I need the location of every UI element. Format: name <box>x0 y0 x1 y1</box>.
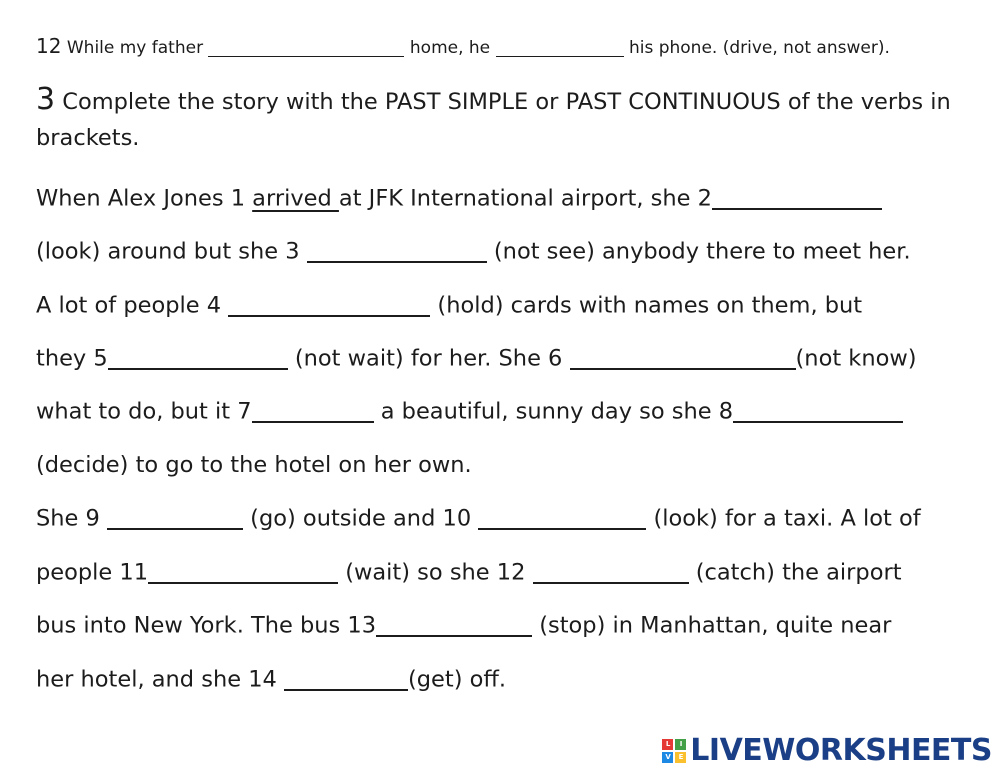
logo-tile: L <box>662 739 673 750</box>
story-text: (not know) <box>795 345 917 372</box>
story-line-8 <box>36 559 902 586</box>
sentence-part: While my father <box>66 38 204 58</box>
answer-blank-9[interactable] <box>107 505 243 530</box>
answer-blank-5[interactable] <box>108 345 288 370</box>
logo-tiles-icon <box>662 739 686 763</box>
logo-tile: V <box>662 752 673 763</box>
answer-blank-13[interactable] <box>376 612 532 637</box>
liveworksheets-logo <box>662 733 992 768</box>
answer-blank-7[interactable] <box>252 398 374 423</box>
story-text: A lot of people 4 <box>36 292 229 319</box>
story-line-2 <box>36 238 911 265</box>
story-text: (look) around but she 3 <box>36 238 307 265</box>
story-text: (decide) to go to the hotel on her own. <box>36 452 472 478</box>
logo-tile: I <box>675 739 686 750</box>
answer-blank-4[interactable] <box>228 292 430 317</box>
section-3-instruction <box>36 82 976 156</box>
answer-blank-11[interactable] <box>148 559 338 584</box>
story-line-7 <box>36 505 921 532</box>
answer-blank[interactable] <box>496 39 624 57</box>
story-text: (look) for a taxi. A lot of <box>646 505 921 532</box>
story-text: bus into New York. The bus 13 <box>36 612 377 639</box>
exercise-number: 12 <box>36 34 62 58</box>
filled-answer-1: arrived <box>252 185 339 212</box>
story-line-3 <box>36 292 862 319</box>
story-line-9 <box>36 612 891 639</box>
answer-blank-2[interactable] <box>712 185 882 210</box>
answer-blank-10[interactable] <box>478 505 646 530</box>
story-text: what to do, but it 7 <box>36 398 252 425</box>
story-text: (go) outside and 10 <box>243 505 479 532</box>
logo-tile: E <box>675 752 686 763</box>
brand-name: LIVEWORKSHEETS <box>690 733 992 768</box>
story-text: (catch) the airport <box>688 559 902 586</box>
story-line-1 <box>36 185 882 212</box>
story-text: (hold) cards with names on them, but <box>430 292 863 319</box>
story-text: When Alex Jones 1 <box>36 185 253 212</box>
answer-blank-6[interactable] <box>570 345 796 370</box>
story-text: her hotel, and she 14 <box>36 666 284 693</box>
exercise-12-sentence <box>36 34 890 58</box>
story-text: people 11 <box>36 559 149 586</box>
answer-blank[interactable] <box>208 39 404 57</box>
story-text: (stop) in Manhattan, quite near <box>532 612 892 639</box>
answer-blank-14[interactable] <box>284 666 408 691</box>
story-text: (get) off. <box>408 666 507 693</box>
story-line-10 <box>36 666 506 693</box>
story-line-5 <box>36 398 903 425</box>
story-text: (not see) anybody there to meet her. <box>486 238 911 265</box>
answer-blank-12[interactable] <box>533 559 689 584</box>
story-text: She 9 <box>36 505 108 532</box>
story-text: at JFK International airport, she 2 <box>338 185 712 212</box>
answer-blank-3[interactable] <box>307 238 487 263</box>
instruction-text: Complete the story with the PAST SIMPLE or PAST CONTINUOUS of the verbs in brackets. <box>36 89 951 151</box>
sentence-part: home, he <box>409 38 491 58</box>
answer-blank-8[interactable] <box>733 398 903 423</box>
story-text: a beautiful, sunny day so she 8 <box>373 398 734 425</box>
section-number: 3 <box>36 82 56 117</box>
story-text: (not wait) for her. She 6 <box>287 345 570 372</box>
story-line-4 <box>36 345 917 372</box>
story-line-6 <box>36 452 472 478</box>
sentence-part: his phone. (drive, not answer). <box>628 38 890 58</box>
story-text: (wait) so she 12 <box>338 559 533 586</box>
story-text: they 5 <box>36 345 108 372</box>
